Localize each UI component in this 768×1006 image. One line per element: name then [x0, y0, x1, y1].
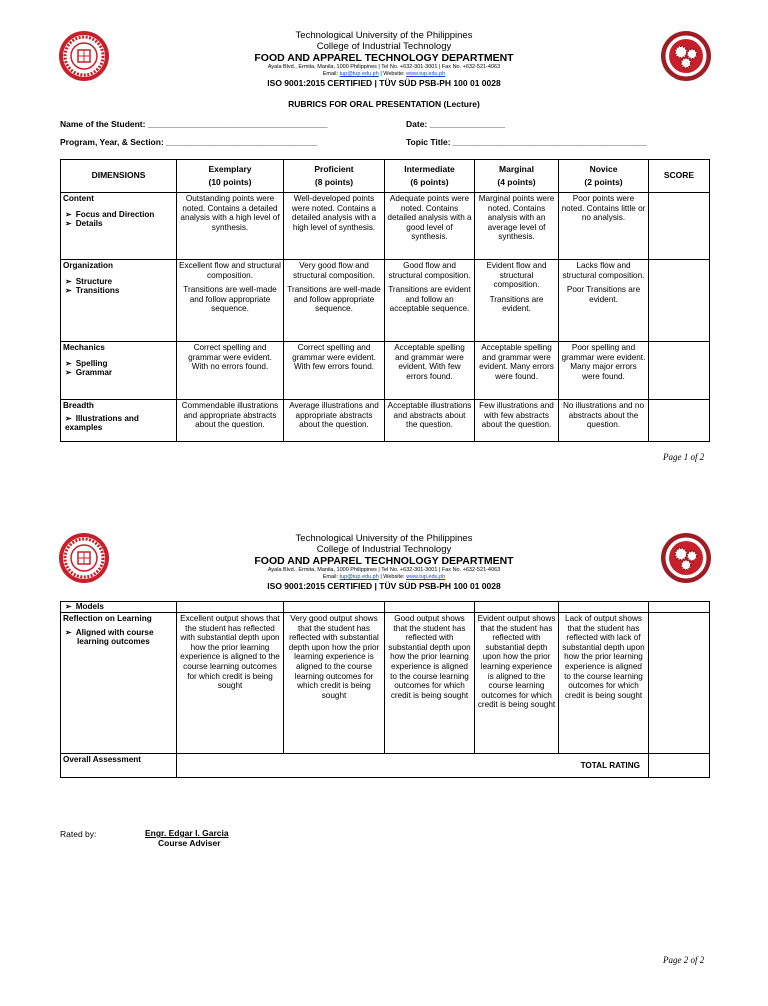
criterion-item: ➢ Illustrations and examples — [63, 414, 174, 433]
rubric-table-continued — [60, 601, 710, 778]
score-cell[interactable] — [649, 342, 710, 400]
criterion-item: ➢ Focus and Direction — [63, 210, 174, 220]
student-name-field: Name of the Student: ______________________________________ — [60, 119, 328, 129]
rubric-cell: Evident output shows that the student has reflected with substantial depth upon how the prior learning experience is aligned to the course learning outcomes for which credit is being sought — [475, 613, 559, 754]
college-name: College of Industrial Technology — [316, 544, 452, 555]
letterhead — [0, 533, 768, 591]
criterion-item: ➢ Details — [63, 219, 174, 229]
email-link[interactable]: tup@tup.edu.ph — [339, 71, 379, 77]
table-row — [61, 342, 710, 400]
website-link[interactable]: www.tup.edu.ph — [406, 71, 446, 77]
dimension-name: Organization — [63, 261, 114, 270]
rubric-cell: Outstanding points were noted. Contains a detailed analysis with a high level of synthesis. — [177, 193, 284, 260]
score-cell[interactable] — [649, 193, 710, 260]
table-row — [61, 193, 710, 260]
contact-line: Email: tup@tup.edu.ph | Website: www.tup.edu.ph — [322, 574, 446, 580]
level-header: Exemplary (10 points) — [177, 160, 284, 193]
rubric-cell: Evident flow and structural composition. Transitions are evident. — [475, 260, 559, 342]
dimension-name: Mechanics — [63, 343, 105, 352]
rubric-cell: Very good output shows that the student has reflected with substantial depth upon how the prior learning experience is aligned to the course learning outcomes for which credit is being sought — [284, 613, 385, 754]
iso-certification: ISO 9001:2015 CERTIFIED | TÜV SÜD PSB-PH 100 01 0028 — [267, 581, 501, 591]
department-name: FOOD AND APPAREL TECHNOLOGY DEPARTMENT — [254, 52, 514, 64]
letterhead — [0, 30, 768, 88]
criterion-item: ➢ Aligned with course learning outcomes — [63, 628, 174, 647]
total-rating-label: TOTAL RATING — [580, 760, 640, 770]
rubric-cell: Adequate points were noted. Contains detailed analysis with a good level of synthesis. — [385, 193, 475, 260]
college-name: College of Industrial Technology — [316, 41, 452, 52]
dimension-name: Reflection on Learning — [63, 614, 152, 623]
website-link[interactable]: www.tup.edu.ph — [406, 574, 446, 580]
rubric-cell: Lacks flow and structural composition. Poor Transitions are evident. — [559, 260, 649, 342]
level-header: Intermediate (6 points) — [385, 160, 475, 193]
level-header: Novice (2 points) — [559, 160, 649, 193]
signature-block — [145, 828, 229, 848]
rubric-table — [60, 159, 710, 442]
rubric-cell: Commendable illustrations and appropriate abstracts about the question. — [177, 400, 284, 442]
total-score-cell[interactable] — [649, 754, 710, 778]
rated-by-label: Rated by: — [60, 829, 97, 839]
rubric-title: RUBRICS FOR ORAL PRESENTATION (Lecture) — [288, 99, 480, 109]
university-name: Technological University of the Philippines — [295, 30, 473, 41]
program-field: Program, Year, & Section: ________________________________ — [60, 137, 318, 147]
overall-assessment-label: Overall Assessment — [63, 755, 141, 764]
score-header: SCORE — [649, 160, 710, 193]
rubric-cell: Acceptable spelling and grammar were evident. Many errors were found. — [475, 342, 559, 400]
dimension-name: Breadth — [63, 401, 94, 410]
adviser-role: Course Adviser — [158, 838, 221, 848]
rubric-cell: Marginal points were noted. Contains analysis with an average level of synthesis. — [475, 193, 559, 260]
score-cell[interactable] — [649, 260, 710, 342]
rubric-cell: Correct spelling and grammar were evident. With few errors found. — [284, 342, 385, 400]
total-row — [61, 754, 710, 778]
rubric-cell: No illustrations and no abstracts about the question. — [559, 400, 649, 442]
rubric-cell: Few illustrations and with few abstracts about the question. — [475, 400, 559, 442]
criterion-item: ➢ Grammar — [63, 368, 174, 378]
criterion-item: ➢ Structure — [63, 277, 174, 287]
table-row — [61, 260, 710, 342]
criterion-item: ➢ Spelling — [63, 359, 174, 369]
rubric-cell: Good flow and structural composition. Transitions are evident and follow an acceptable sequence. — [385, 260, 475, 342]
address-line: Ayala Blvd., Ermita, Manila, 1000 Philippines | Tel No. +632-301-3001 | Fax No. +632-521-4063 — [267, 567, 501, 573]
department-name: FOOD AND APPAREL TECHNOLOGY DEPARTMENT — [254, 555, 514, 567]
rubric-cell: Very good flow and structural composition. Transitions are well-made and follow appropriate sequence. — [284, 260, 385, 342]
score-cell[interactable] — [649, 602, 710, 613]
table-row — [61, 400, 710, 442]
rubric-cell: Poor spelling and grammar were evident. Many major errors were found. — [559, 342, 649, 400]
rubric-cell: Excellent flow and structural composition. Transitions are well-made and follow appropriate sequence. — [177, 260, 284, 342]
dimension-name: Content — [63, 194, 94, 203]
rubric-cell: Lack of output shows that the student has reflected with lack of substantial depth upon how the prior learning experience is aligned to the course learning outcomes for which credit is being sought — [559, 613, 649, 754]
table-header-row — [61, 160, 710, 193]
criterion-item: ➢ Models — [63, 602, 174, 611]
table-row — [61, 602, 710, 613]
criterion-item: ➢ Transitions — [63, 286, 174, 296]
rubric-cell: Good output shows that the student has reflected with substantial depth upon how the prior learning experience is aligned to the course learning outcomes for which credit is being sought — [385, 613, 475, 754]
rubric-cell: Acceptable illustrations and abstracts about the question. — [385, 400, 475, 442]
email-link[interactable]: tup@tup.edu.ph — [339, 574, 379, 580]
date-field: Date: ________________ — [406, 119, 506, 129]
adviser-name: Engr. Edgar I. Garcia — [145, 828, 229, 838]
rubric-cell: Well-developed points were noted. Contains a detailed analysis with a high level of synthesis. — [284, 193, 385, 260]
rubric-cell: Acceptable spelling and grammar were evident. With few errors found. — [385, 342, 475, 400]
score-cell[interactable] — [649, 400, 710, 442]
rubric-cell: Excellent output shows that the student has reflected with substantial depth upon how the prior learning experience is aligned to the course learning outcomes for which credit is being sought — [177, 613, 284, 754]
score-cell[interactable] — [649, 613, 710, 754]
iso-certification: ISO 9001:2015 CERTIFIED | TÜV SÜD PSB-PH 100 01 0028 — [267, 78, 501, 88]
topic-title-field: Topic Title: _________________________________________ — [406, 137, 647, 147]
rubric-cell: Average illustrations and appropriate abstracts about the question. — [284, 400, 385, 442]
table-row — [61, 613, 710, 754]
contact-line: Email: tup@tup.edu.ph | Website: www.tup.edu.ph — [322, 71, 446, 77]
rubric-cell: Correct spelling and grammar were evident. With no errors found. — [177, 342, 284, 400]
level-header: Proficient (8 points) — [284, 160, 385, 193]
address-line: Ayala Blvd., Ermita, Manila, 1000 Philippines | Tel No. +632-301-3001 | Fax No. +632-521-4063 — [267, 64, 501, 70]
dimensions-header: DIMENSIONS — [61, 160, 177, 193]
level-header: Marginal (4 points) — [475, 160, 559, 193]
page-number: Page 2 of 2 — [663, 955, 705, 965]
page-number: Page 1 of 2 — [663, 452, 705, 462]
rubric-cell: Poor points were noted. Contains little or no analysis. — [559, 193, 649, 260]
university-name: Technological University of the Philippines — [295, 533, 473, 544]
